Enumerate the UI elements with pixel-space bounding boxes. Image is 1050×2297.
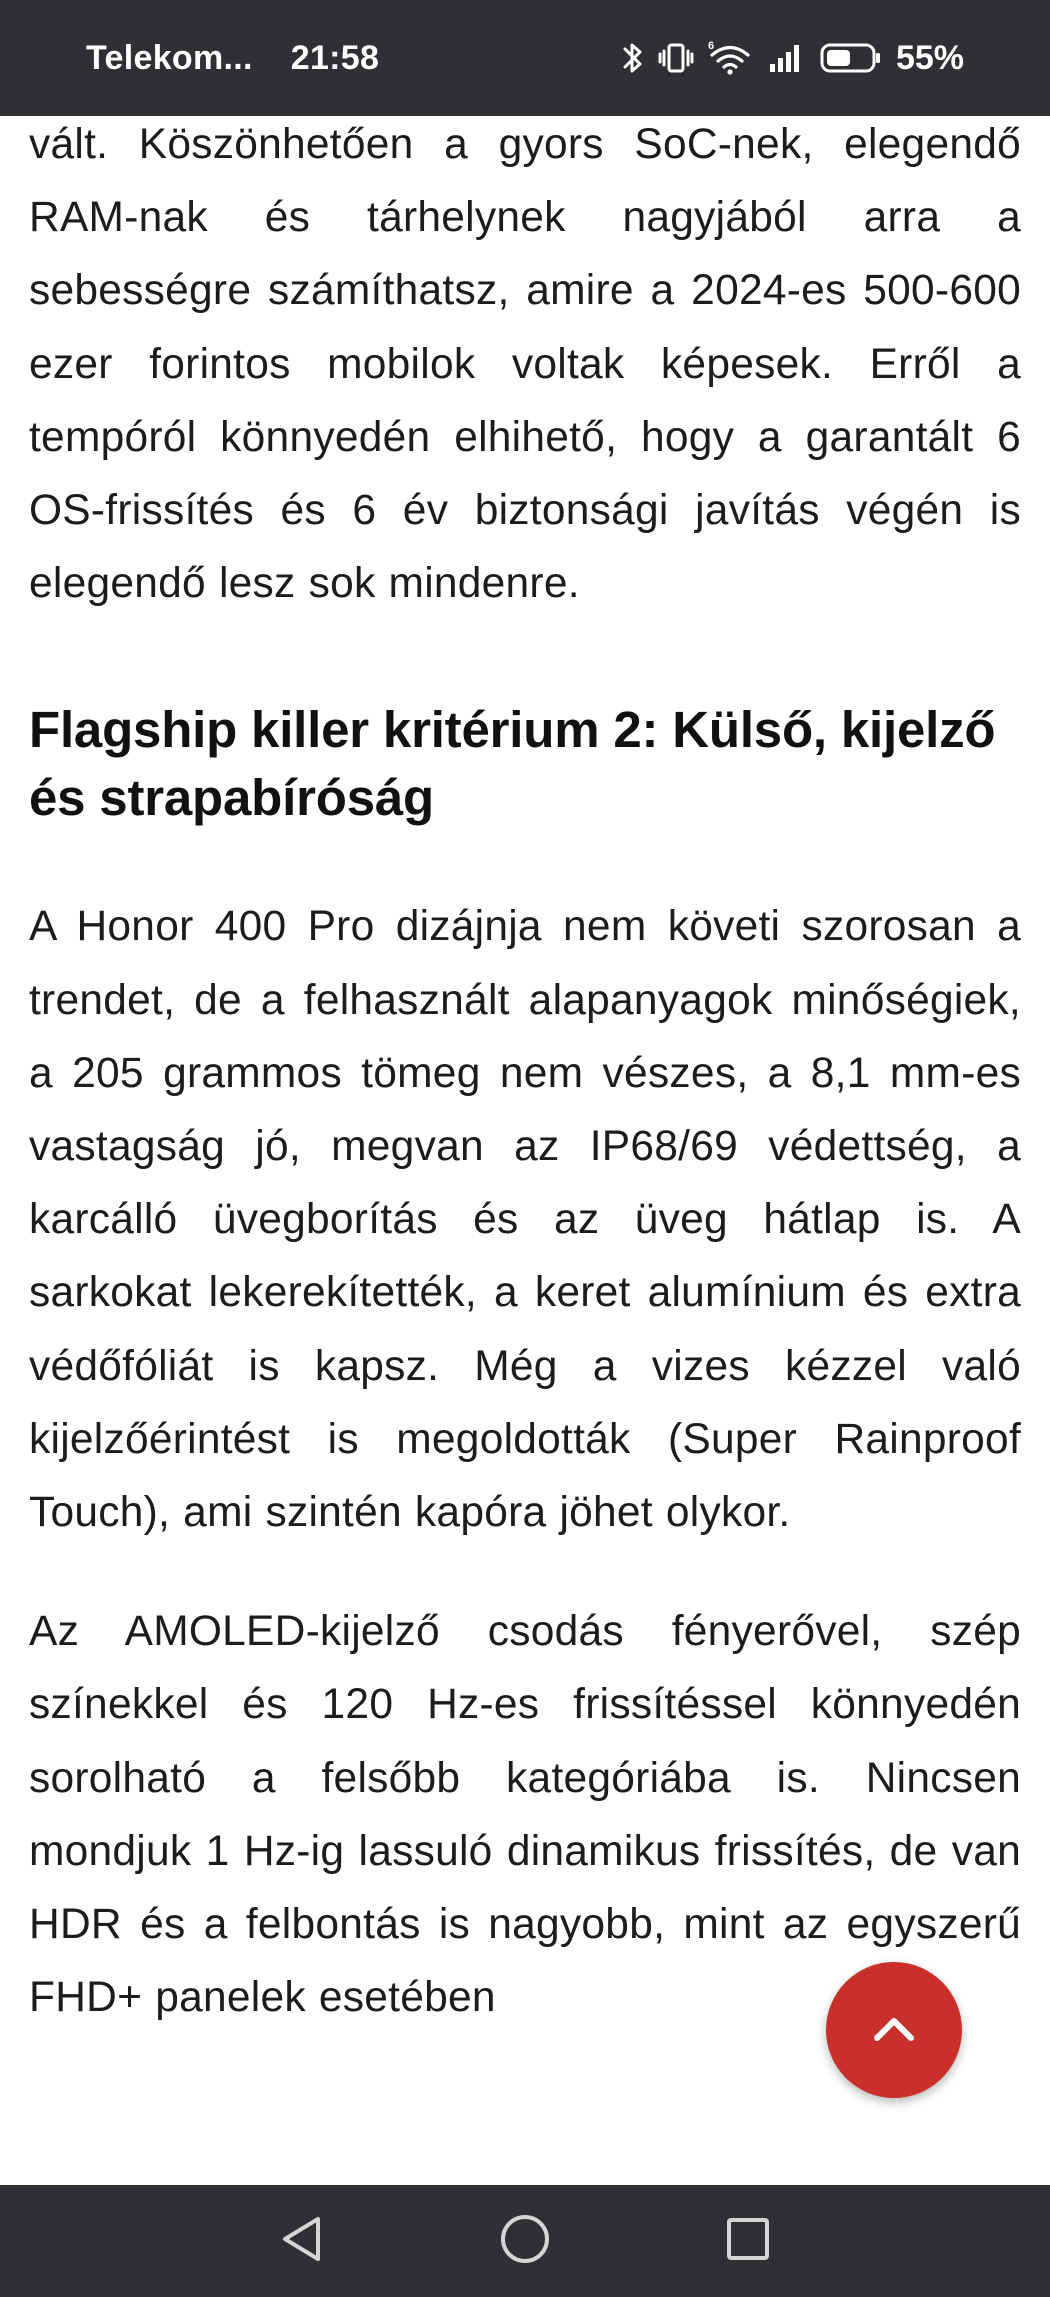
- back-triangle-icon: [278, 2214, 326, 2269]
- wifi-6-icon: [708, 40, 752, 76]
- section-heading: Flagship killer kritérium 2: Külső, kijelző és strapabíróság: [29, 701, 996, 827]
- article-body: [29, 108, 1021, 2034]
- bluetooth-icon: [622, 40, 644, 76]
- recents-button[interactable]: [678, 2185, 818, 2297]
- battery-percent: 55%: [895, 38, 964, 77]
- article-paragraph: A Honor 400 Pro dizájnja nem követi szorosan a trendet, de a felhasznált alapanyagok minőségiek, a 205 grammos tömeg nem vészes, a 8,1 mm-es vastagság jó, megvan az IP68/69 védettség, a karcálló üvegborítás és az üveg hátlap is. A sarkokat lekerekítették, a keret alumínium és extra védőfóliát is kapsz. Még a vizes kézzel való kijelzőérintést is megoldották (Super Rainproof Touch), ami szintén kapóra jöhet olykor.: [29, 903, 1021, 1537]
- svg-text:6: 6: [707, 40, 715, 52]
- navigation-bar: [0, 2185, 1050, 2297]
- status-right: [622, 0, 964, 116]
- status-bar: [0, 0, 1050, 116]
- vibrate-icon: [658, 40, 694, 76]
- article-paragraph: Az AMOLED-kijelző csodás fényerővel, szép színekkel és 120 Hz-es frissítéssel könnyedén sorolható a felsőbb kategóriába is. Nincsen mondjuk 1 Hz-ig lassuló dinamikus frissítés, de van HDR és a felbontás is nagyobb, mint az egyszerű FHD+ panelek esetében: [29, 1608, 1021, 2022]
- battery-icon: [820, 40, 882, 76]
- home-button[interactable]: [455, 2185, 595, 2297]
- home-circle-icon: [499, 2213, 551, 2270]
- scroll-to-top-button[interactable]: [826, 1962, 962, 2098]
- carrier-name: Telekom...: [86, 38, 253, 77]
- clock: 21:58: [290, 38, 380, 77]
- back-button[interactable]: [232, 2185, 372, 2297]
- recents-square-icon: [725, 2216, 771, 2267]
- signal-icon: [766, 40, 806, 76]
- status-left: [86, 0, 379, 116]
- article-paragraph: vált. Köszönhetően a gyors SoC-nek, elegendő RAM-nak és tárhelynek nagyjából arra a sebességre számíthatsz, amire a 2024-es 500-600 ezer forintos mobilok voltak képesek. Erről a tempóról könnyedén elhihető, hogy a garantált 6 OS-frissítés és 6 év biztonsági javítás végén is elegendő lesz sok mindenre.: [29, 121, 1021, 608]
- chevron-up-icon: [872, 2013, 916, 2048]
